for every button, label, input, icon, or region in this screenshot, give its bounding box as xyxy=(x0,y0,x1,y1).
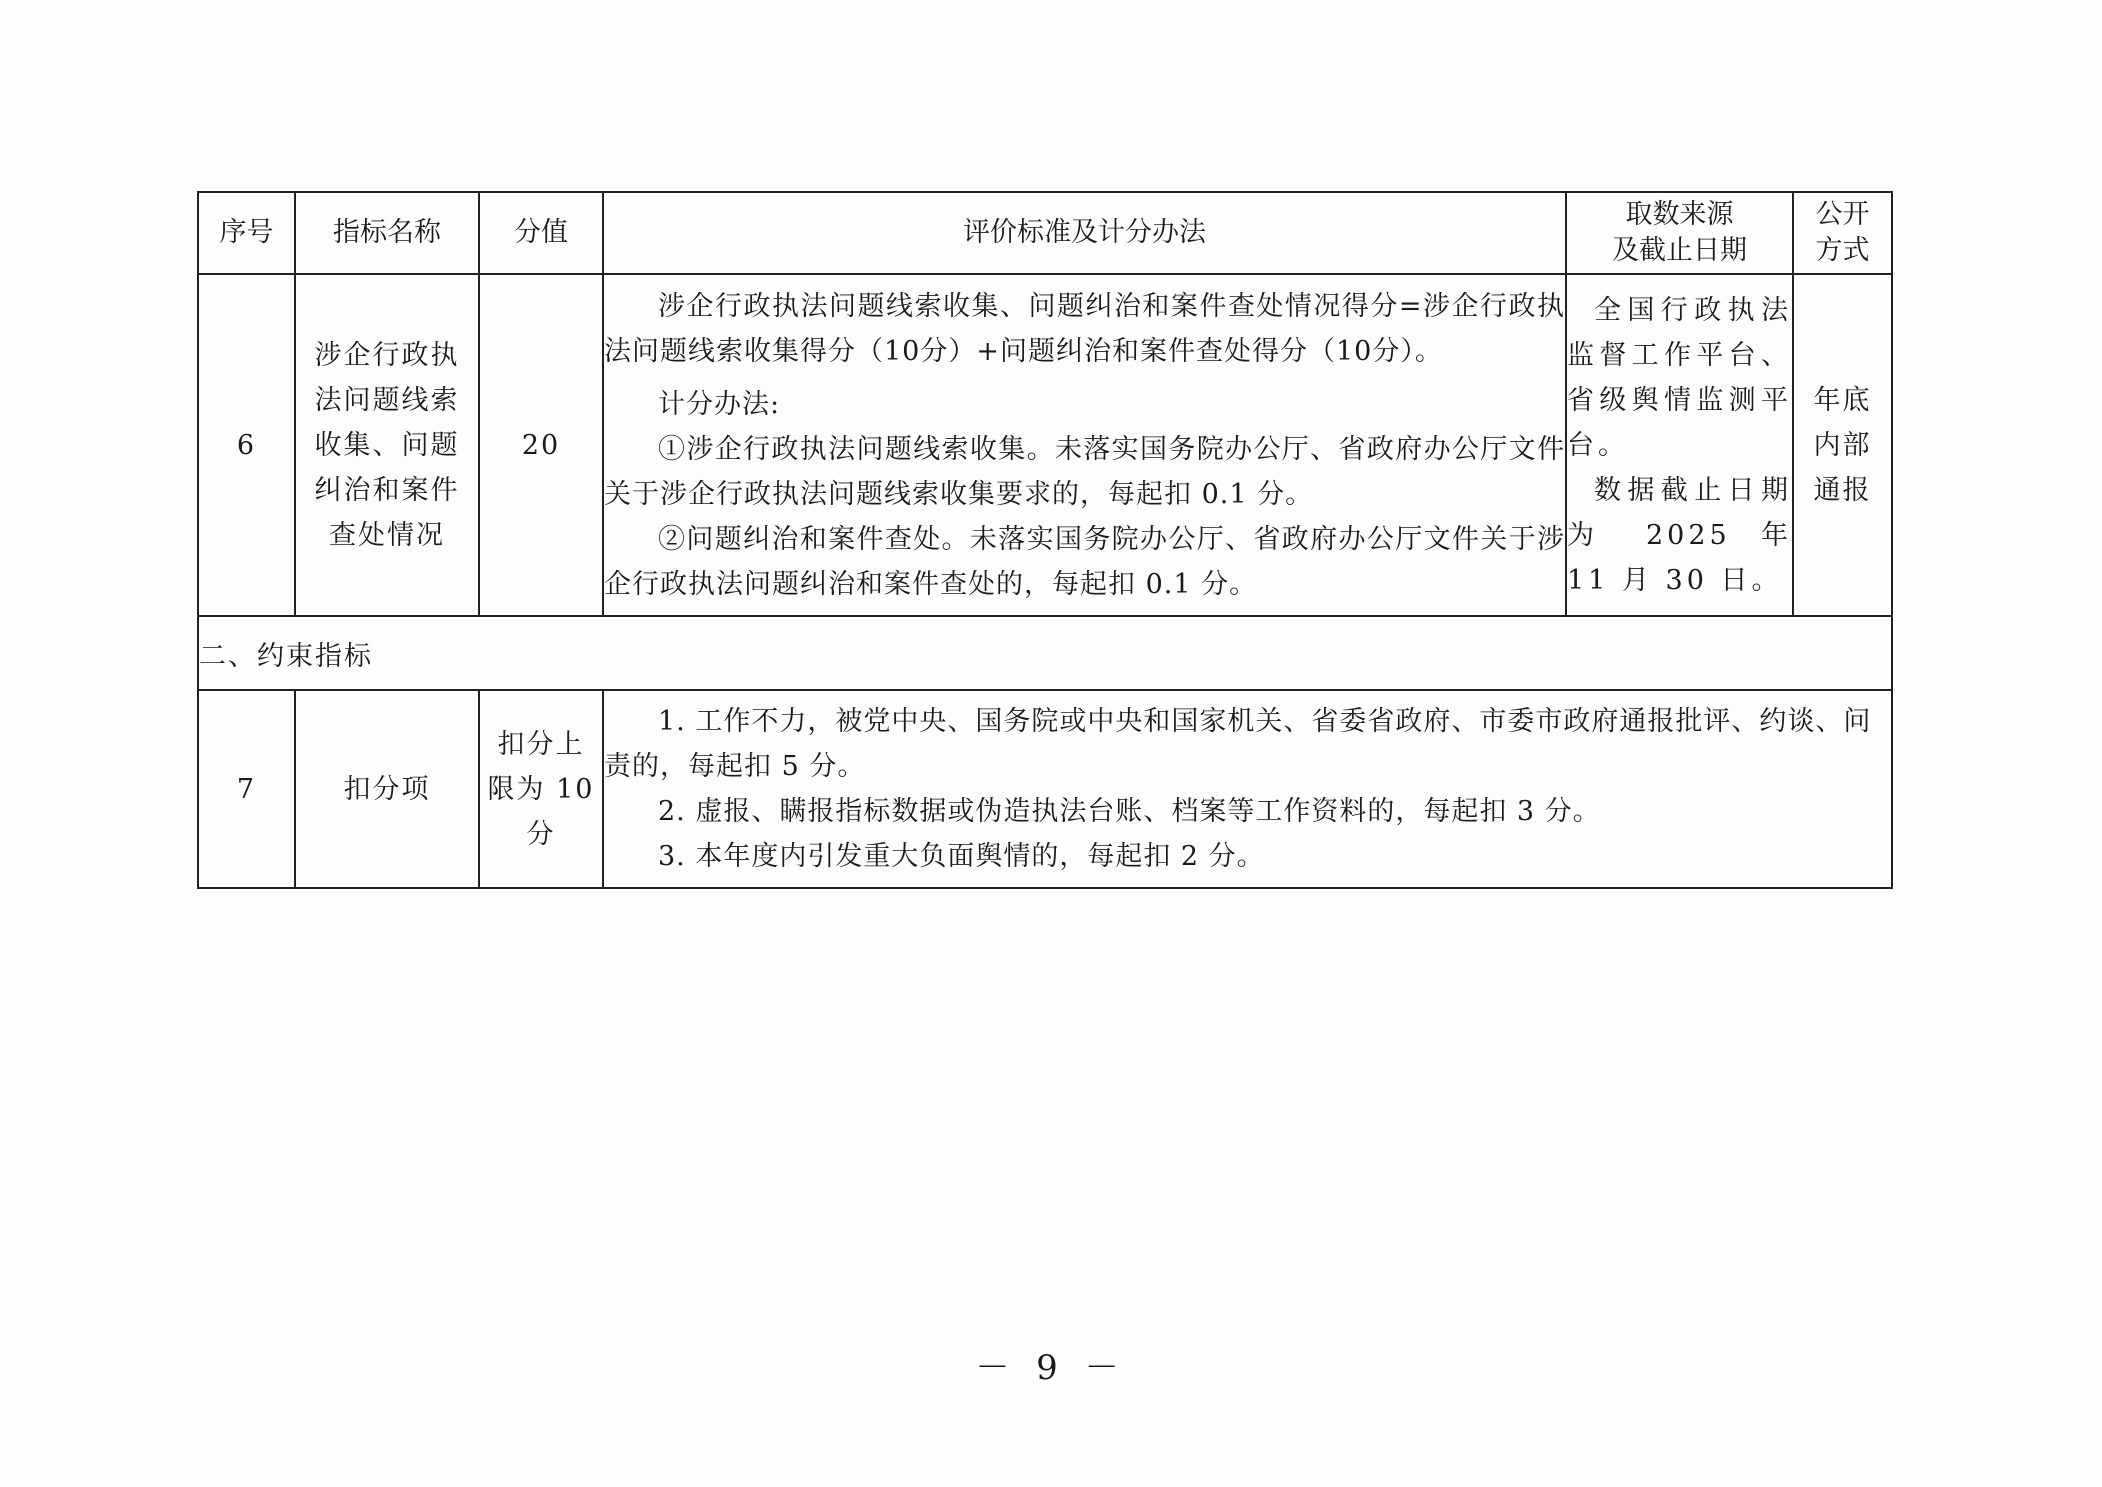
row7-indicator-name: 扣分项 xyxy=(295,690,479,888)
row6-public-method xyxy=(1793,274,1892,616)
table-header-row xyxy=(198,192,1892,274)
header-criteria: 评价标准及计分办法 xyxy=(603,192,1566,274)
header-public-method xyxy=(1793,192,1892,274)
header-source-line1: 取数来源 xyxy=(1625,199,1734,230)
row6-criteria-method-title: 计分办法: xyxy=(658,388,781,420)
section-row xyxy=(198,616,1892,690)
table-row-6 xyxy=(198,274,1892,616)
row6-source xyxy=(1566,274,1793,616)
row6-source-platforms: 全国行政执法监督工作平台、省级舆情监测平台。 xyxy=(1567,294,1792,461)
header-source xyxy=(1566,192,1793,274)
row7-score xyxy=(479,690,603,888)
row6-criteria-item-2: ②问题纠治和案件查处。未落实国务院办公厅、省政府办公厅文件关于涉企行政执法问题纠治和案件查处的，每起扣 0.1 分。 xyxy=(604,523,1565,600)
row7-item-1: 1. 工作不力，被党中央、国务院或中央和国家机关、省委省政府、市委市政府通报批评、约谈、问责的，每起扣 5 分。 xyxy=(604,706,1872,782)
row7-score-line: 扣分上 xyxy=(497,728,585,760)
row7-score-line: 分 xyxy=(526,818,556,850)
header-seq: 序号 xyxy=(198,192,295,274)
row7-seq: 7 xyxy=(198,690,295,888)
row6-name-line: 法问题线索 xyxy=(314,384,460,416)
row6-indicator-name xyxy=(295,274,479,616)
table-row-7 xyxy=(198,690,1892,888)
row7-item-3: 3. 本年度内引发重大负面舆情的，每起扣 2 分。 xyxy=(658,841,1265,872)
row6-score: 20 xyxy=(479,274,603,616)
section-heading-constraints: 二、约束指标 xyxy=(198,616,1892,690)
assessment-table xyxy=(197,191,1893,889)
row6-public-line: 内部 xyxy=(1813,429,1872,461)
row6-name-line: 纠治和案件 xyxy=(314,474,460,506)
row7-score-line: 限为 10 xyxy=(487,773,595,805)
row7-deduction-items xyxy=(603,690,1892,888)
row6-public-line: 通报 xyxy=(1813,474,1872,506)
row7-item-2: 2. 虚报、瞒报指标数据或伪造执法台账、档案等工作资料的，每起扣 3 分。 xyxy=(658,796,1601,827)
row6-name-line: 涉企行政执 xyxy=(314,339,460,371)
row6-criteria-formula: 涉企行政执法问题线索收集、问题纠治和案件查处情况得分=涉企行政执法问题线索收集得分（10分）+问题纠治和案件查处得分（10分）。 xyxy=(604,290,1565,367)
row6-source-deadline: 数据截止日期为 2025 年 11 月 30 日。 xyxy=(1567,474,1792,596)
row6-name-line: 查处情况 xyxy=(329,519,445,551)
header-public-line2: 方式 xyxy=(1815,235,1870,266)
header-source-line2: 及截止日期 xyxy=(1612,235,1747,266)
row6-seq: 6 xyxy=(198,274,295,616)
row6-criteria xyxy=(603,274,1566,616)
header-indicator-name: 指标名称 xyxy=(295,192,479,274)
header-public-line1: 公开 xyxy=(1815,199,1870,230)
page-number: － 9 － xyxy=(975,1348,1127,1388)
row6-criteria-item-1: ①涉企行政执法问题线索收集。未落实国务院办公厅、省政府办公厅文件关于涉企行政执法问题线索收集要求的，每起扣 0.1 分。 xyxy=(604,433,1565,510)
header-score: 分值 xyxy=(479,192,603,274)
row6-name-line: 收集、问题 xyxy=(314,429,460,461)
row6-public-line: 年底 xyxy=(1813,384,1872,416)
